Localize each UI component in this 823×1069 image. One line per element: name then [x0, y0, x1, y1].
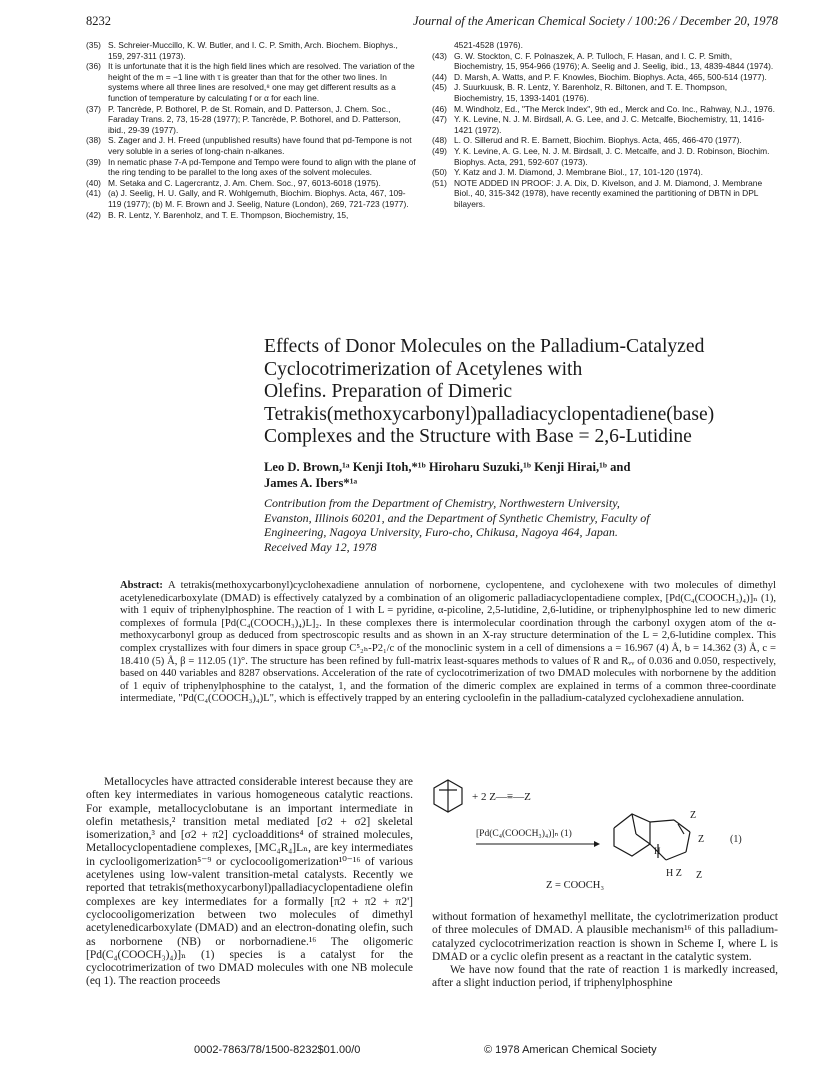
z-definition: Z = COOCH₃: [546, 880, 605, 890]
reference-number: (47): [432, 114, 447, 125]
h-label: H: [654, 846, 661, 856]
reference-text: Y. Katz and J. M. Diamond, J. Membrane Biol., 17, 101-120 (1974).: [454, 167, 703, 178]
reference-text: Y. K. Levine, N. J. M. Birdsall, A. G. Lee, and J. C. Metcalfe, Biochemistry, 11, 1416-1421 (1972).: [454, 114, 765, 135]
z-label: Z: [696, 870, 703, 881]
authors-line: Leo D. Brown,¹ᵃ Kenji Itoh,*¹ᵇ Hiroharu Suzuki,¹ᵇ Kenji Hirai,¹ᵇ and: [264, 460, 631, 474]
reference-entry: [432, 51, 778, 72]
reference-number: (49): [432, 145, 447, 156]
reference-entry: [432, 167, 778, 178]
reference-text: M. Windholz, Ed., "The Merck Index", 9th ed., Merck and Co. Inc., Rahway, N.J., 1976.: [454, 103, 775, 114]
abstract: [120, 580, 776, 706]
reference-entry: [432, 146, 778, 167]
reference-number: (45): [432, 82, 447, 93]
title-line: Tetrakis(methoxycarbonyl)palladiacyclopentadiene(base): [264, 403, 715, 425]
body-text-right: [432, 911, 778, 991]
reference-number: (41): [86, 188, 101, 199]
reference-text: M. Setaka and C. Lagercrantz, J. Am. Chem. Soc., 97, 6013-6018 (1975).: [108, 177, 381, 188]
z-label: Z: [698, 834, 705, 845]
equation-number: (1): [730, 834, 742, 845]
reference-entry: [432, 135, 778, 146]
arrow-head-icon: [594, 841, 600, 847]
article-code: 0002-7863/78/1500-8232$01.00/0: [194, 1044, 361, 1056]
reference-text: In nematic phase 7-A pd-Tempone and Tempo were found to align with the plane of the ring tending to be parallel to the long axes of the solvent molecules.: [108, 156, 416, 178]
references-right-column: [432, 40, 778, 210]
reference-entry: [432, 114, 778, 135]
affiliation-line: Evanston, Illinois 60201, and the Department of Synthetic Chemistry, Faculty of: [264, 510, 650, 525]
reference-number: (35): [86, 40, 101, 50]
reference-text: S. Schreier-Muccillo, K. W. Butler, and I. C. P. Smith, Arch. Biochem. Biophys., 159, 297-311 (1973).: [108, 40, 398, 61]
abstract-label: Abstract:: [120, 580, 163, 591]
reference-number: (50): [432, 167, 447, 178]
article-title: [264, 336, 784, 449]
reference-number: (37): [86, 103, 101, 114]
reference-text: G. W. Stockton, C. F. Polnaszek, A. P. Tulloch, F. Hasan, and I. C. P. Smith, Biochemistry, 15, 954-966 (1976); A. Seelig and J. Seelig, ibid., 13, 4839-4844 (1974).: [454, 50, 774, 72]
abstract-text: A tetrakis(methoxycarbonyl)cyclohexadiene annulation of norbornene, cyclopentene, and cyclohexene with two molecules of dimethyl acetylenedicarboxylate (DMAD) is effectively catalyzed by a combination of an oligomeric palladiacyclopentadiene complex, [Pd(C₄(COOCH₃)₄)]ₙ (1), with 1 equiv of triphenylphosphine. The reaction of 1 with L = pyridine, α-picoline, 2,5-lutidine, 2,6-lutidine, or triphenylphosphine led to new dimeric complexes of formula [Pd(C₄(COOCH₃)₄)L]₂. In these complexes there is intermolecular coordination through the carbonyl oxygen atom of the α-methoxycarbonyl group as deduced from spectroscopic results and as shown in an X-ray structure determination of the L = 2,6-lutidine complex. This complex crystallizes with four dimers in space group C⁵₂ₕ-P2₁/c of the monoclinic system in a cell of dimensions a = 16.967 (4) Å, b = 14.362 (3) Å, c = 18.410 (5) Å, β = 112.05 (1)°. The structure has been refined by full-matrix least-squares methods to values of R and Rᵥᵥ of 0.036 and 0.050, respectively, based on 440 variables and 8287 observations. Acceleration of the rate of cyclocotrimerization of two DMAD molecules with norbornene by the addition of 1 equiv of triphenylphosphine to the catalyst, 1, and the formation of the dimeric complex are explained in terms of a common three-coordinate intermediate, "Pd(C₄(COOCH₃)₄)L", which is effectively trapped by an entering cycloolefin in the palladium-catalyzed cyclohexadiene annulation.: [120, 580, 776, 705]
reference-entry: [86, 210, 416, 221]
reference-entry: [86, 178, 416, 189]
references-left-column: [86, 40, 416, 220]
body-paragraph: without formation of hexamethyl mellitate, the cyclotrimerization product of three molecules of DMAD. A plausible mechanism¹⁶ of this palladium-catalyzed cyclocotrimerization reaction is shown in Scheme I, where L is DMAD or a cyclic olefin present as a reactant in the catalytic system.: [432, 911, 778, 963]
reference-number: (42): [86, 209, 101, 220]
title-line: Effects of Donor Molecules on the Palladium-Catalyzed: [264, 336, 705, 357]
copyright-notice: © 1978 American Chemical Society: [484, 1044, 657, 1056]
reference-number: (46): [432, 103, 447, 114]
reference-text: B. R. Lentz, Y. Barenholz, and T. E. Thompson, Biochemistry, 15,: [108, 209, 349, 220]
reference-text: It is unfortunate that it is the high field lines which are resolved. The variation of the height of the m = −1 line with τ is greater than that for the other two lines. In systems where all three lines are resolved,⁸ one may get different results as a function of temperature by calculating f or α for each line.: [108, 61, 415, 103]
reference-entry: [86, 188, 416, 209]
reference-number: (40): [86, 177, 101, 188]
reference-entry: [86, 40, 416, 61]
reference-text: (a) J. Seelig, H. U. Gally, and R. Wohlgemuth, Biochim. Biophys. Acta, 467, 109-119 (1977); (b) M. F. Brown and J. Seelig, Nature (London), 269, 721-723 (1977).: [108, 188, 409, 209]
reference-number: (43): [432, 50, 447, 61]
reference-entry: [86, 61, 416, 103]
reference-number: (51): [432, 177, 447, 188]
reference-number: (38): [86, 135, 101, 146]
reference-text: S. Zager and J. H. Freed (unpublished results) have found that pd-Tempone is not very soluble in a series of long-chain n-alkanes.: [108, 135, 412, 156]
reaction-scheme: [428, 778, 780, 890]
reference-text: Y. K. Levine, A. G. Lee, N. J. M. Birdsall, J. C. Metcalfe, and J. D. Robinson, Biochim. Biophys. Acta, 291, 592-607 (1973).: [454, 145, 770, 167]
reference-text: 4521-4528 (1976).: [454, 40, 523, 50]
title-line: Cyclocotrimerization of Acetylenes with: [264, 358, 583, 380]
reference-entry: [432, 104, 778, 115]
reference-entry: [432, 40, 778, 51]
reagent-text: + 2 Z—≡—Z: [472, 791, 531, 803]
reference-number: (36): [86, 61, 101, 72]
reference-text: L. O. Sillerud and R. E. Barnett, Biochim. Biophys. Acta, 465, 466-470 (1977).: [454, 135, 742, 146]
reference-number: (39): [86, 156, 101, 167]
hz-label: H Z: [666, 868, 682, 879]
body-text-left: [86, 776, 413, 989]
affiliation: [264, 496, 784, 554]
reference-entry: [86, 157, 416, 178]
received-date: Received May 12, 1978: [264, 539, 377, 554]
reference-entry: [86, 135, 416, 156]
reference-entry: [432, 178, 778, 210]
reference-text: NOTE ADDED IN PROOF: J. A. Dix, D. Kivelson, and J. M. Diamond, J. Membrane Biol., 40, 315-342 (1978), have recently examined the partitioning of DBTN in DPL bilayers.: [454, 177, 763, 209]
catalyst-label: [Pd(C₄(COOCH₃)₄)]ₙ (1): [476, 829, 572, 839]
reference-text: D. Marsh, A. Watts, and P. F. Knowles, Biochim. Biophys. Acta, 465, 500-514 (1977).: [454, 71, 767, 82]
reference-entry: [432, 72, 778, 83]
reference-number: [432, 40, 454, 51]
title-line: Complexes and the Structure with Base = 2,6-Lutidine: [264, 426, 692, 448]
title-line: Olefins. Preparation of Dimeric: [264, 381, 513, 403]
journal-citation: Journal of the American Chemical Society / 100:26 / December 20, 1978: [413, 14, 778, 28]
cyclohexadiene-ring-icon: [434, 780, 462, 812]
authors-line: James A. Ibers*¹ᵃ: [264, 476, 358, 490]
reference-entry: [86, 104, 416, 136]
author-list: [264, 459, 784, 491]
reference-number: (48): [432, 135, 447, 146]
reference-number: (44): [432, 71, 447, 82]
affiliation-line: Engineering, Nagoya University, Furo-cho, Chikusa, Nagoya 464, Japan.: [264, 525, 618, 540]
affiliation-line: Contribution from the Department of Chemistry, Northwestern University,: [264, 496, 620, 510]
product-structure-icon: [614, 814, 690, 860]
z-label: Z: [690, 810, 697, 821]
reference-entry: [432, 82, 778, 103]
body-paragraph: We have now found that the rate of reaction 1 is markedly increased, after a slight induction period, if triphenylphosphine: [432, 964, 778, 990]
reference-text: P. Tancrède, P. Bothorel, P. de St. Romain, and D. Patterson, J. Chem. Soc., Faraday Trans. 2, 73, 15-28 (1977); P. Tancrède, P. Bothorel, and D. Patterson, ibid., 29-39 (1977).: [108, 103, 401, 135]
body-paragraph: Metallocycles have attracted considerable interest because they are often key intermediates in various homogeneous catalytic reactions. For example, metallocyclobutane is an important intermediate in olefin metathesis,² transition metal mediated [σ2 + σ2] skeletal isomerization,³ and [σ2 + π2] cycloadditions⁴ of strained molecules, Metallocyclopentadiene complexes, [MC₄R₄]Lₙ, are key intermediates in cyclooligomerization⁵⁻⁹ or cyclocooligomerization¹⁰⁻¹⁶ of various acetylenes using low-valent transition-metal catalysts. Recently we reported that tetrakis(methoxycarbonyl)palladiacyclopentadiene olefin complexes are key intermediates for a formally [π2 + π2 + π2'] cyclocooligomerization between two molecules of dimethyl acetylenedicarboxylate (DMAD) and an electron-donating olefin, such as norbornene (NB) or norbornadiene.¹⁶ The oligomeric [Pd(C₄(COOCH₃)₄)]ₙ (1) species is a catalyst for the cyclocotrimerization of two DMAD molecules with one NB molecule (eq 1). The reaction proceeds: [86, 776, 413, 988]
page-number: 8232: [86, 14, 111, 28]
reference-text: J. Suurkuusk, B. R. Lentz, Y. Barenholz, R. Biltonen, and T. E. Thompson, Biochemistry, 15, 1393-1401 (1976).: [454, 82, 728, 103]
